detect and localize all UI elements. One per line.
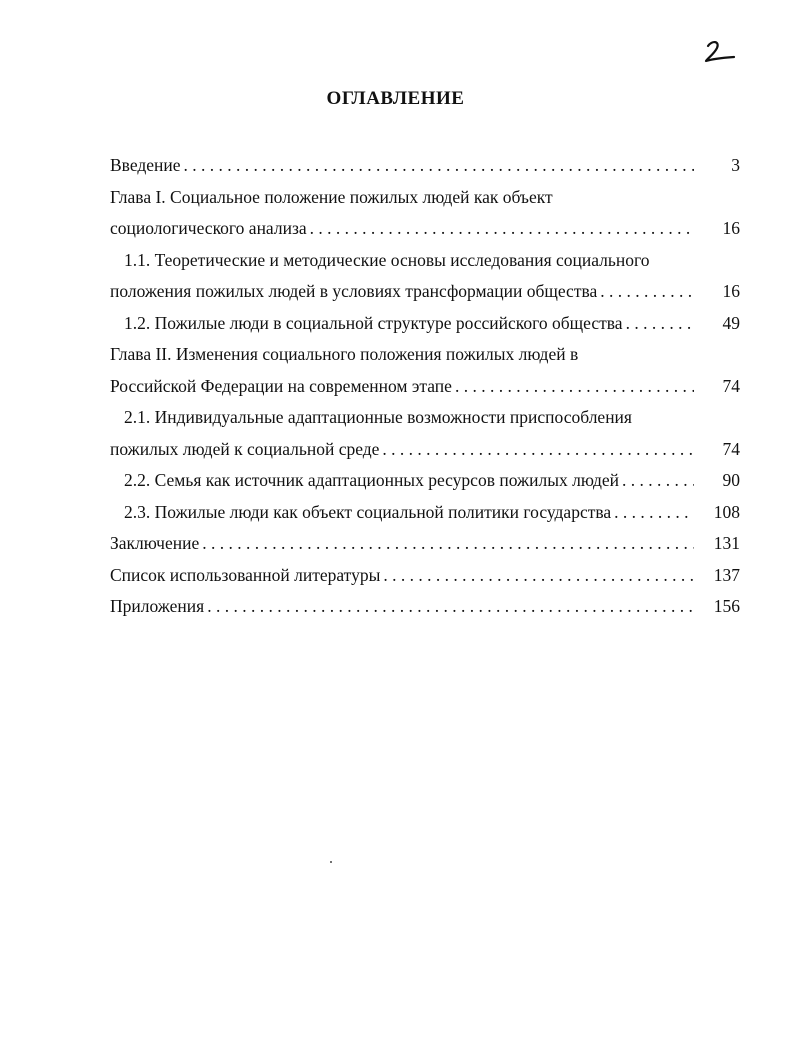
toc-page-number: 49 bbox=[722, 312, 740, 333]
dot-leader bbox=[310, 213, 694, 245]
toc-page-number: 90 bbox=[722, 470, 740, 490]
toc-entry-chapter-1[interactable] bbox=[110, 182, 740, 245]
toc-entry-text: Заключение bbox=[110, 533, 200, 553]
toc-entry-chapter-2[interactable] bbox=[110, 339, 740, 402]
handwritten-page-number bbox=[702, 38, 738, 68]
toc-entry-text: пожилых людей к социальной среде bbox=[110, 438, 380, 459]
dot-leader bbox=[184, 150, 694, 182]
toc-page-number: 108 bbox=[713, 501, 740, 522]
toc-page-number: 137 bbox=[713, 564, 740, 585]
toc-entry-text: 1.1. Теоретические и методические основы исследования социального bbox=[124, 249, 650, 270]
toc-page-number: 3 bbox=[731, 155, 740, 175]
toc-entry-text: 1.2. Пожилые люди в социальной структуре российского общества bbox=[124, 312, 623, 333]
toc-entry-section-1-2[interactable] bbox=[110, 308, 740, 340]
toc-entry-text: Российской Федерации на современном этапе bbox=[110, 375, 452, 396]
dot-leader bbox=[614, 497, 694, 529]
table-of-contents bbox=[110, 150, 740, 623]
dot-leader bbox=[207, 591, 694, 623]
dot-leader bbox=[202, 528, 694, 560]
toc-page-number: 16 bbox=[722, 281, 740, 301]
scan-speck bbox=[330, 861, 332, 863]
dot-leader bbox=[600, 276, 694, 308]
toc-page-number: 156 bbox=[713, 596, 740, 616]
toc-entry-text: 2.3. Пожилые люди как объект социальной политики государства bbox=[124, 501, 612, 522]
toc-entry-section-2-2[interactable] bbox=[110, 465, 740, 497]
toc-entry-section-1-1[interactable] bbox=[110, 245, 740, 308]
toc-entry-appendices[interactable] bbox=[110, 591, 740, 623]
dot-leader bbox=[455, 371, 694, 403]
toc-entry-conclusion[interactable] bbox=[110, 528, 740, 560]
dot-leader bbox=[626, 308, 694, 340]
toc-entry-section-2-3[interactable] bbox=[110, 497, 740, 529]
toc-page-number: 131 bbox=[713, 533, 740, 553]
dot-leader bbox=[383, 560, 694, 592]
toc-entry-bibliography[interactable] bbox=[110, 560, 740, 592]
dot-leader bbox=[382, 434, 694, 466]
toc-entry-text: Список использованной литературы bbox=[110, 564, 381, 585]
page-title: ОГЛАВЛЕНИЕ bbox=[326, 88, 465, 109]
toc-entry-text: Глава II. Изменения социального положения пожилых людей в bbox=[110, 344, 579, 364]
toc-entry-section-2-1[interactable] bbox=[110, 402, 740, 465]
toc-page-number: 74 bbox=[722, 438, 740, 459]
toc-entry-text: социологического анализа bbox=[110, 218, 307, 238]
toc-entry-introduction[interactable] bbox=[110, 150, 740, 182]
toc-entry-text: положения пожилых людей в условиях трансформации общества bbox=[110, 281, 598, 301]
dot-leader bbox=[622, 465, 694, 497]
toc-entry-text: Приложения bbox=[110, 596, 205, 616]
handwritten-number-glyph bbox=[702, 38, 738, 68]
toc-entry-text: Введение bbox=[110, 155, 181, 175]
toc-entry-text: 2.1. Индивидуальные адаптационные возможности приспособления bbox=[124, 407, 632, 427]
toc-page-number: 74 bbox=[722, 375, 740, 396]
toc-entry-text: 2.2. Семья как источник адаптационных ресурсов пожилых людей bbox=[124, 470, 620, 490]
toc-entry-text: Глава I. Социальное положение пожилых людей как объект bbox=[110, 186, 553, 207]
toc-page-number: 16 bbox=[722, 218, 740, 238]
